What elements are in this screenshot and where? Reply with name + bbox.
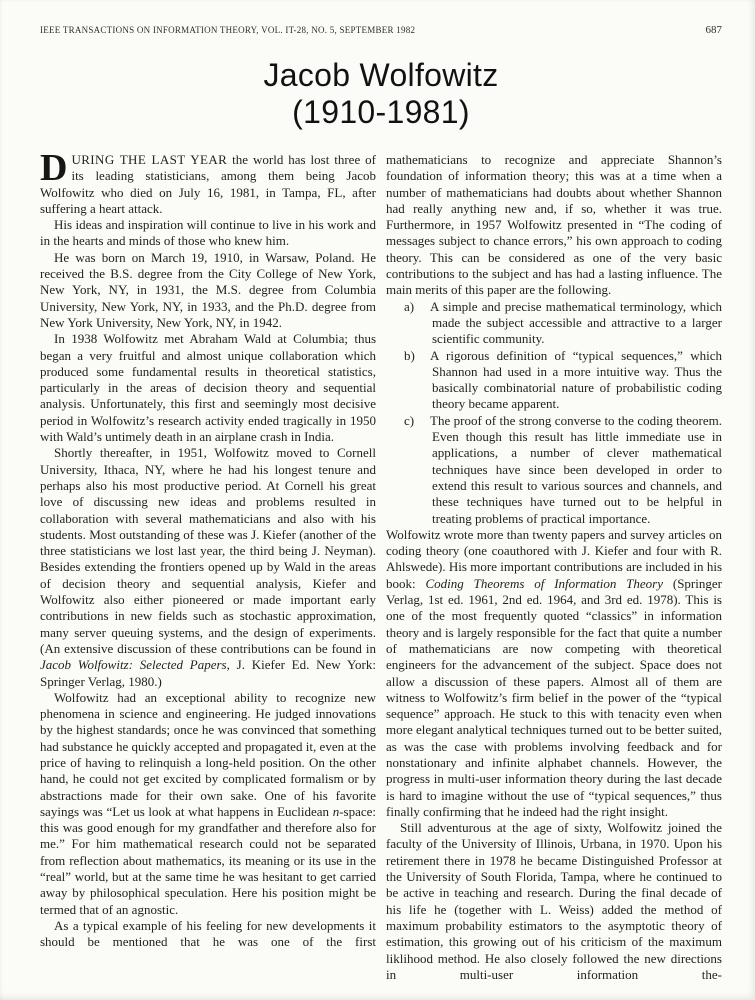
list-item-text: A simple and precise mathematical terminology, which made the subject accessible and attractive to a larger scientific community.: [430, 298, 722, 347]
paragraph: He was born on March 19, 1910, in Warsaw, Poland. He received the B.S. degree from the City College of New York, New York, NY, in 1931, the M.S. degree from Columbia University, New York, NY, in 1933, and the Ph.D. degree from New York University, New York, NY, in 1942.: [40, 249, 376, 330]
paragraph: mathematicians to recognize and appreciate Shannon’s foundation of information theory; this was at a time when a number of mathematicians had doubts about whether Shannon had really anything new and, if so, whether it was true. Furthermore, in 1957 Wolfowitz presented in “The coding of messages subject to chance errors,” his own approach to coding theory. This can be considered as one of the very basic contributions to the subject and has had a lasting influence. The main merits of this paper are the following.: [386, 152, 722, 298]
article-body: [40, 147, 722, 983]
lead-text: the world has lost three of its leading statisticians, among them being Jacob Wolfowitz who died on July 16, 1981, in Tampa, FL, after suffering a heart attack.: [40, 152, 376, 216]
page-number: 687: [705, 24, 722, 36]
list-item-text: A rigorous definition of “typical sequences,” which Shannon had used in a more intuitive way. Thus the basically combinatorial nature of probabilistic coding theory became apparent.: [430, 347, 722, 412]
journal-citation: IEEE TRANSACTIONS ON INFORMATION THEORY, VOL. IT-28, NO. 5, SEPTEMBER 1982: [40, 25, 416, 35]
paragraph: Still adventurous at the age of sixty, Wolfowitz joined the faculty of the University of Illinois, Urbana, in 1970. Upon his retirement there in 1978 he became Distinguished Professor at the University of South Florida, Tampa, where he continued to be active in teaching and research. During the final decade of his life he (together with L. Weiss) added the method of maximum probability estimators to the asymptotic theory of estimation, this growing out of his criticism of the maximum liklihood method. He also closely followed the new directions in multi-user information the-: [386, 820, 722, 982]
title-years-line: (1910-1981): [292, 94, 470, 130]
list-item: [386, 299, 722, 348]
paragraph: As a typical example of his feeling for new developments it should be mentioned that he was one of the first: [40, 917, 376, 950]
list-item-text: The proof of the strong converse to the coding theorem. Even though this result has little immediate use in applications, a number of clever mathematical techniques have since been developed in order to extend this result to various sources and channels, and these techniques have turned out to be helpful in treating problems of practical importance.: [430, 412, 722, 526]
list-item-label: c): [404, 412, 415, 428]
paragraph: Wolfowitz wrote more than twenty papers and survey articles on coding theory (one coauthored with J. Kiefer and four with R. Ahlswede). His more important contributions are included in his book: Coding Theorems of Information Theory (Springer Verlag, 1st ed. 1961, 2nd ed. 1964, and 3rd ed. 1978). This is one of the most frequently quoted “classics” in information theory and is largely responsible for the fact that quite a number of mathematicians are now competing with theoretical engineers for the advancement of the subject. Space does not allow a discussion of these papers. Almost all of them are witness to Wolfowitz’s firm belief in the power of the “typical sequence” approach. He stuck to this with tenacity even when more elegant analytical techniques turned out to be better suited, as was the case with problems involving feedback and for nonstationary and infinite alphabet channels. However, the progress in multi-user information theory during the last decade is hard to imagine without the use of “typical sequences,” thus finally confirming that he indeed had the right insight.: [386, 526, 722, 819]
list-item-label: b): [404, 347, 415, 363]
paragraph: Wolfowitz had an exceptional ability to recognize new phenomena in science and engineering. He judged innovations by the highest standards; once he was convinced that something had substance he quickly accepted and propagated it, even at the price of having to relinquish a long-held position. On the other hand, he could not get excited by complicated formalism or by abstractions made for their own sake. One of his favorite sayings was “Let us look at what happens in Euclidean n-space: this was good enough for my grandfather and therefore also for me.” For him mathematical research could not be separated from reflection about mathematics, its meaning or its use in the “real” world, but at the same time he was hesitant to get carried away by philosophical speculation. Here his position might be termed that of an agnostic.: [40, 689, 376, 917]
list-item: [386, 348, 722, 413]
title-name-line: Jacob Wolfowitz: [263, 57, 499, 93]
list-item: [386, 413, 722, 527]
left-column: [40, 147, 376, 983]
paragraph: His ideas and inspiration will continue to live in his work and in the hearts and minds of those who knew him.: [40, 217, 376, 249]
article-title: [40, 57, 722, 131]
lead-smallcaps: URING THE LAST YEAR: [71, 152, 228, 167]
paragraph: Shortly thereafter, in 1951, Wolfowitz moved to Cornell University, Ithaca, NY, where he had his longest tenure and perhaps also his most productive period. At Cornell his great love of discussing new ideas and problems resulted in collaboration with several mathematicians and also with his students. Most outstanding of these was J. Kiefer (another of the three statisticians we lost last year, the third being J. Neyman). Besides extending the frontiers opened up by Wald in the areas of decision theory and sequential analysis, Kiefer and Wolfowitz also either pioneered or made important early contributions in new fields such as stochastic approximation, many server queuing systems, and the design of experiments. (An extensive discussion of these contributions can be found in Jacob Wolfowitz: Selected Papers, J. Kiefer Ed. New York: Springer Verlag, 1980.): [40, 445, 376, 689]
list-item-label: a): [404, 298, 415, 314]
right-column: [386, 152, 722, 983]
running-head: [40, 24, 722, 36]
drop-cap: D: [40, 147, 68, 189]
paragraph: In 1938 Wolfowitz met Abraham Wald at Columbia; thus began a very fruitful and almost unique collaboration which produced some fundamental results in theoretical statistics, particularly in the areas of decision theory and sequential analysis. Unfortunately, this first and seemingly most decisive period in Wolfowitz’s research activity ended tragically in 1950 with Wald’s untimely death in an airplane crash in India.: [40, 331, 376, 445]
paragraph-lead: [40, 147, 376, 217]
